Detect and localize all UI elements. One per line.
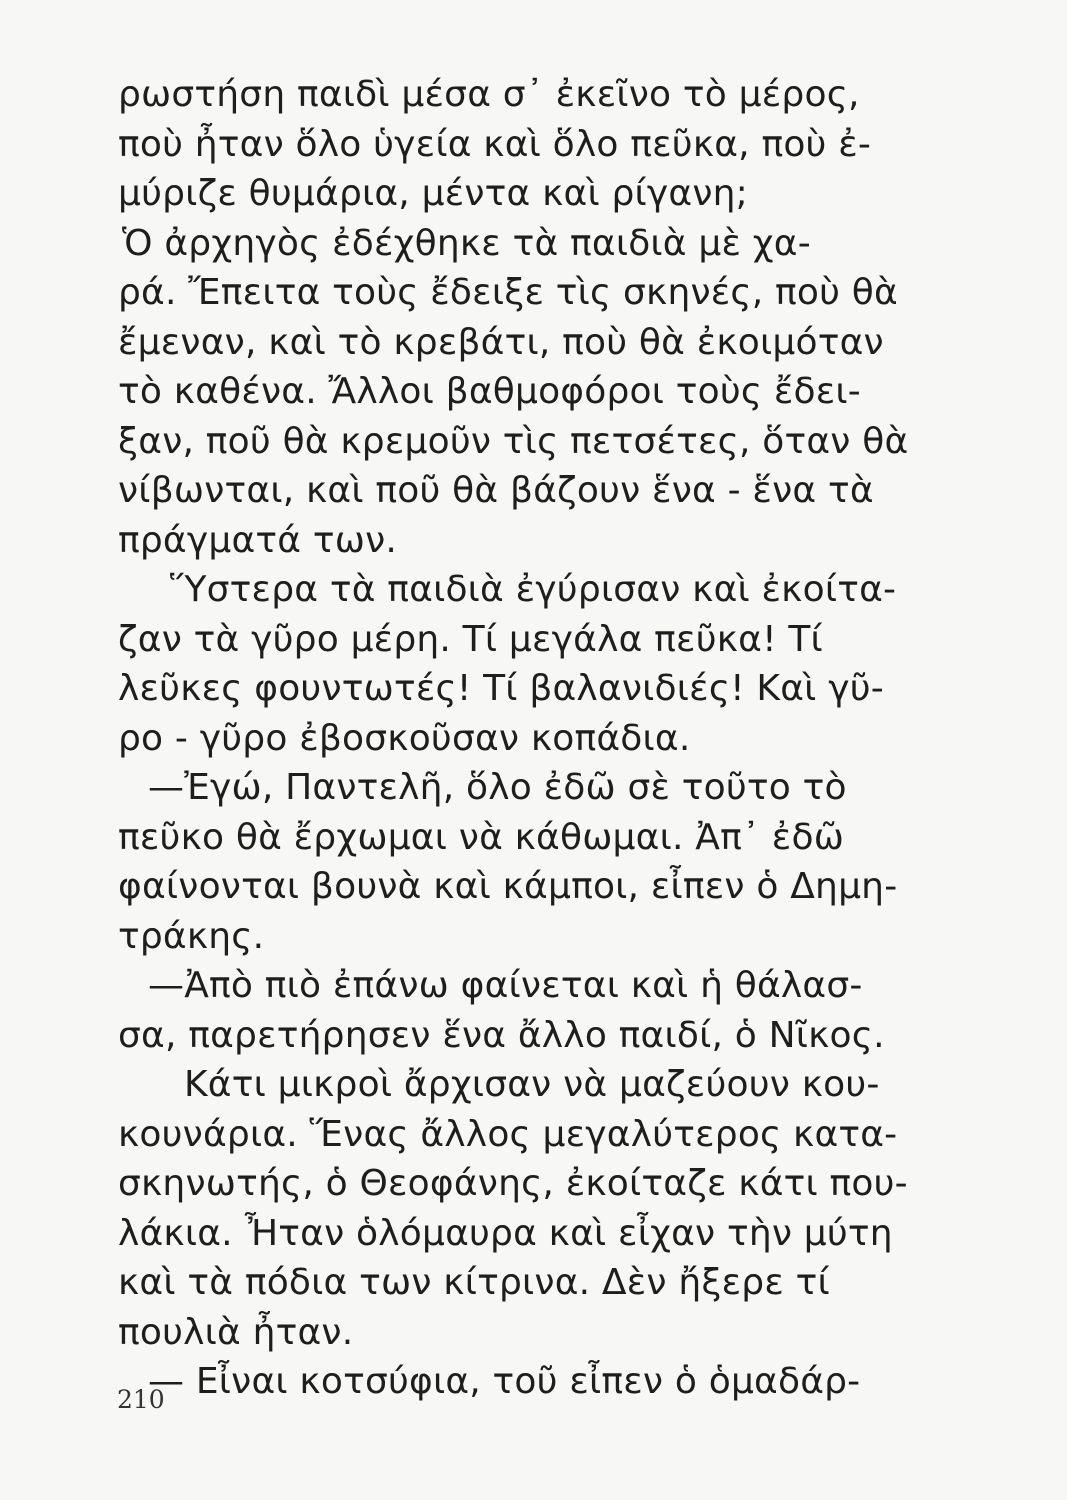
text-line: —Ἀπὸ πιὸ ἐπάνω φαίνεται καὶ ἡ θάλασ-	[148, 965, 863, 1006]
text-line: πράγματά των.	[118, 519, 398, 561]
text-line: Ὕστερα τὰ παιδιὰ ἐγύρισαν καὶ ἐκοίτα-	[170, 569, 897, 610]
text-line: Ὁ ἀρχηγὸς ἐδέχθηκε τὰ παιδιὰ μὲ χα-	[122, 222, 811, 264]
text-line: τράκης.	[118, 915, 265, 957]
text-line: σα, παρετήρησεν ἕνα ἄλλο παιδί, ὁ Νῖκος.	[118, 1014, 885, 1056]
text-line: τὸ καθένα. Ἄλλοι βαθμοφόροι τοὺς ἔδει-	[118, 371, 861, 412]
text-line: καὶ τὰ πόδια των κίτρινα. Δὲν ἤξερε τί	[118, 1262, 830, 1303]
text-line: ρά. Ἔπειτα τοὺς ἔδειξε τὶς σκηνές, ποὺ θὰ	[118, 272, 898, 313]
text-line: —Ἐγώ, Παντελῆ, ὅλο ἐδῶ σὲ τοῦτο τὸ	[148, 767, 847, 808]
text-line: ρο - γῦρο ἐβοσκοῦσαν κοπάδια.	[118, 717, 691, 759]
text-line: ξαν, ποῦ θὰ κρεμοῦν τὶς πετσέτες, ὅταν θὰ	[118, 420, 909, 462]
text-line: ζαν τὰ γῦρο μέρη. Τί μεγάλα πεῦκα! Τί	[118, 618, 823, 660]
text-line: — Εἶναι κοτσύφια, τοῦ εἶπεν ὁ ὁμαδάρ-	[148, 1361, 861, 1402]
text-line: ἔμεναν, καὶ τὸ κρεβάτι, ποὺ θὰ ἐκοιμόταν	[118, 321, 884, 363]
text-line: λάκια. Ἦταν ὁλόμαυρα καὶ εἶχαν τὴν μύτη	[118, 1212, 893, 1254]
body-text	[118, 70, 968, 1407]
text-line: ρωστήση παιδὶ μέσα σ᾽ ἐκεῖνο τὸ μέρος,	[118, 74, 860, 115]
text-line: κουνάρια. Ἕνας ἄλλος μεγαλύτερος κατα-	[118, 1113, 898, 1155]
text-line: λεῦκες φουντωτές! Τί βαλανιδιές! Καὶ γῦ-	[118, 668, 884, 709]
text-line: νίβωνται, καὶ ποῦ θὰ βάζουν ἕνα - ἕνα τὰ	[118, 470, 874, 511]
text-line: πεῦκο θὰ ἔρχωμαι νὰ κάθωμαι. Ἀπ᾽ ἐδῶ	[118, 816, 845, 858]
text-line: πουλιὰ ἦταν.	[118, 1311, 354, 1353]
page-number: 210	[117, 1385, 165, 1414]
text-line: σκηνωτής, ὁ Θεοφάνης, ἐκοίταζε κάτι που-	[118, 1163, 908, 1204]
text-line: μύριζε θυμάρια, μέντα καὶ ρίγανη;	[118, 173, 749, 214]
text-line: φαίνονται βουνὰ καὶ κάμποι, εἶπεν ὁ Δημη-	[118, 866, 898, 907]
text-line: ποὺ ἦταν ὅλο ὑγεία καὶ ὅλο πεῦκα, ποὺ ἐ-	[118, 123, 872, 165]
text-line: Κάτι μικροὶ ἄρχισαν νὰ μαζεύουν κου-	[184, 1064, 880, 1105]
